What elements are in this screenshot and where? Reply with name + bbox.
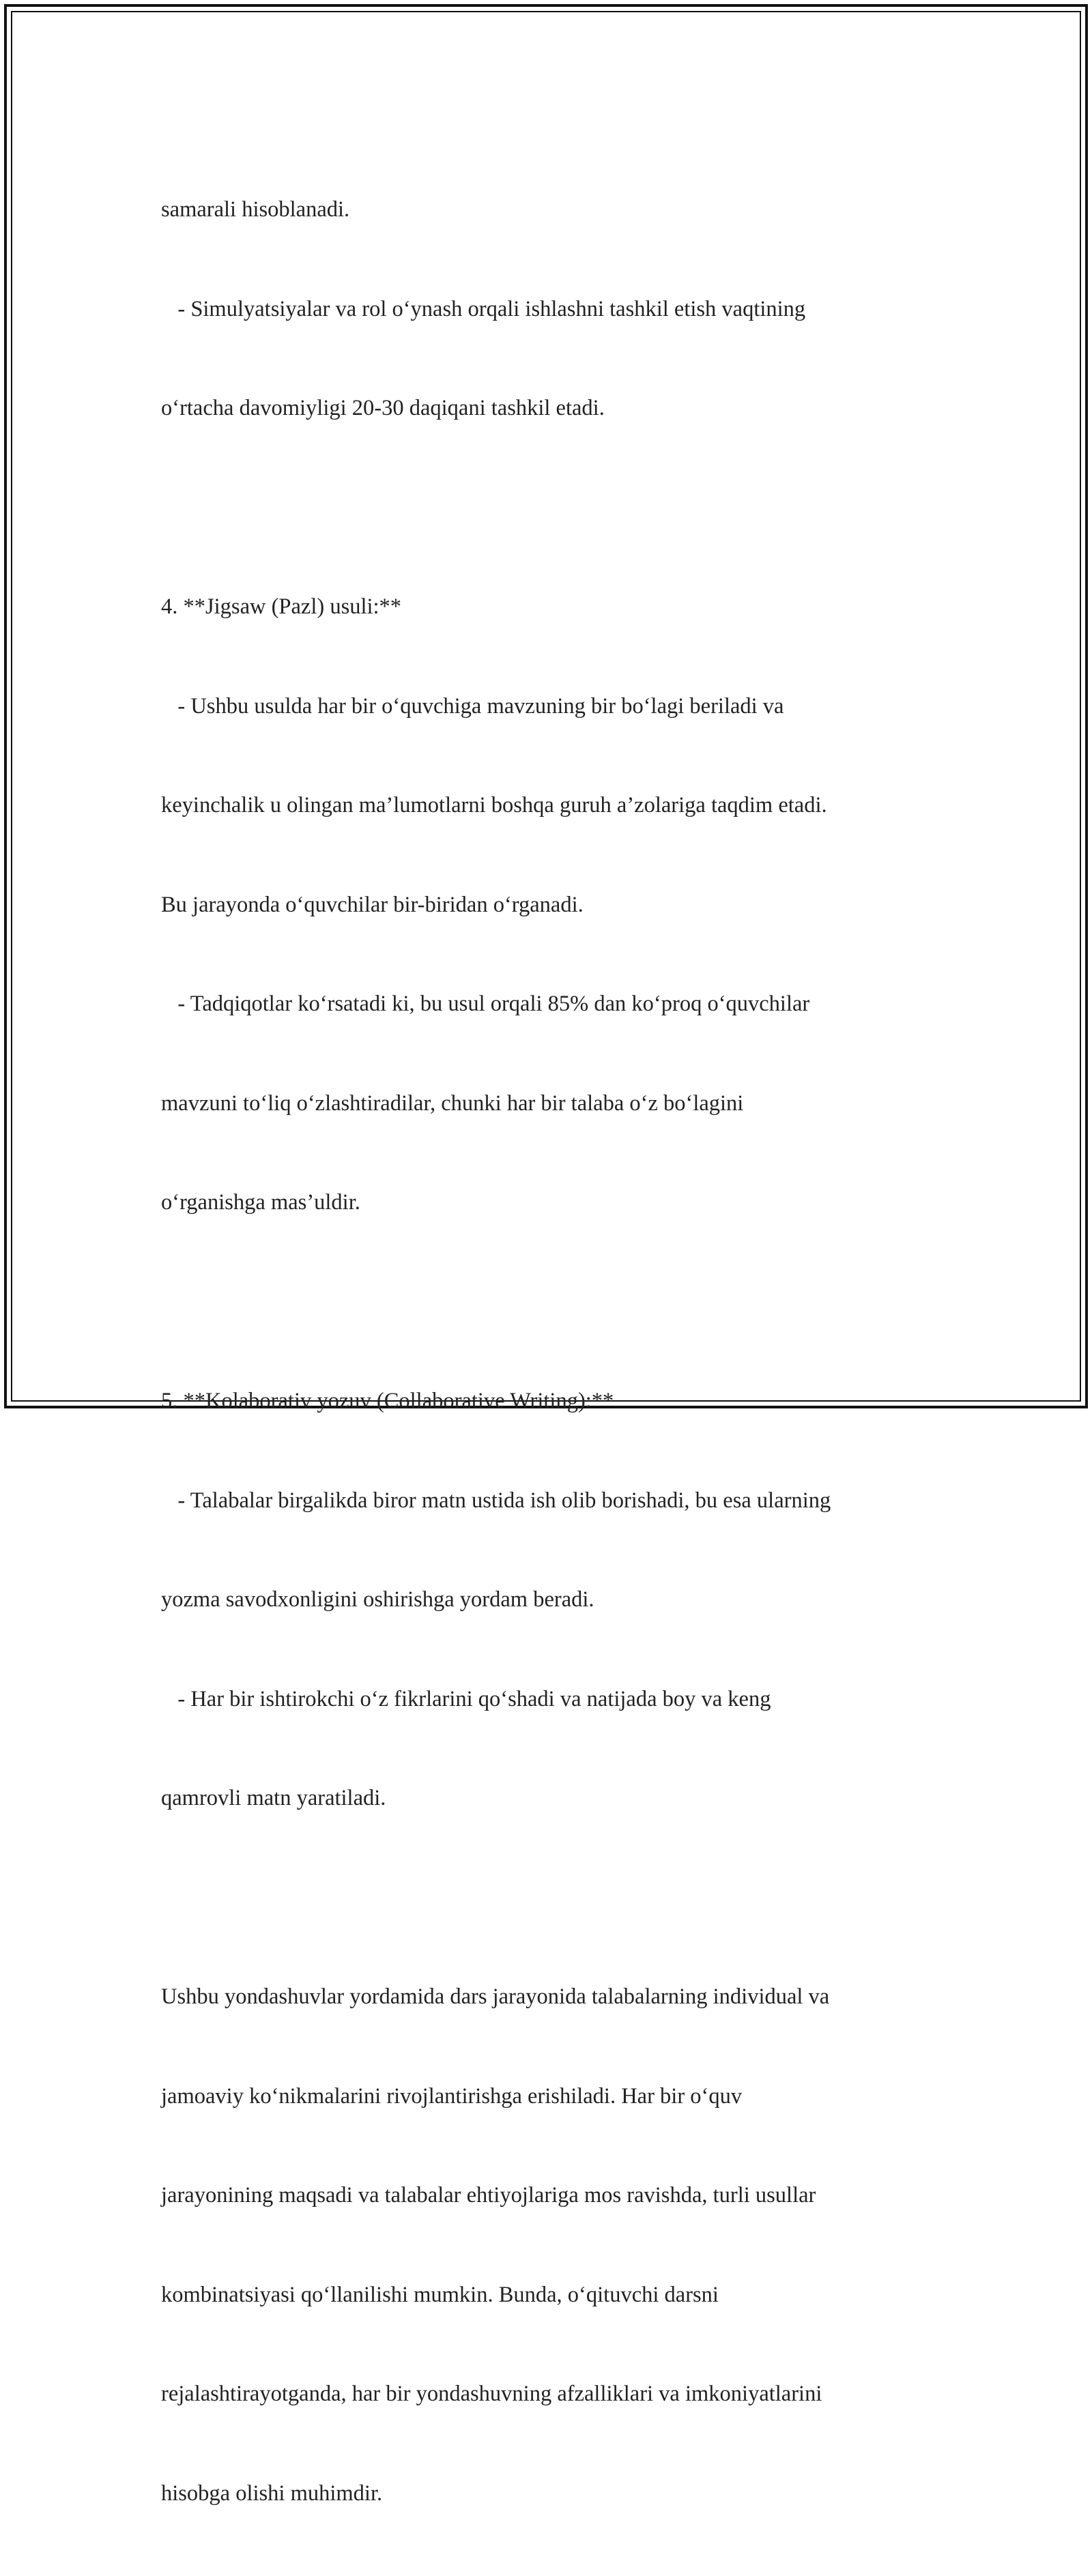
text-line: Ushbu yondashuvlar yordamida dars jarayonida talabalarning individual va (161, 1984, 830, 2009)
text-line: jamoaviy ko‘nikmalarini rivojlantirishga erishiladi. Har bir o‘quv (161, 2083, 743, 2109)
text-line: - Ushbu usulda har bir o‘quvchiga mavzuning bir bo‘lagi beriladi va (161, 693, 784, 719)
text-line: Bu jarayonda o‘quvchilar bir-biridan o‘rganadi. (161, 892, 584, 917)
text-line: kombinatsiyasi qo‘llanilishi mumkin. Bunda, o‘qituvchi darsni (161, 2282, 719, 2307)
section-heading: 5. **Kolaborativ yozuv (Collaborative Writing):** (161, 1389, 614, 1413)
section-heading: 4. **Jigsaw (Pazl) usuli:** (161, 594, 402, 619)
text-line: o‘rtacha davomiyligi 20-30 daqiqani tashkil etadi. (161, 396, 605, 420)
text-line: keyinchalik u olingan ma’lumotlarni boshqa guruh a’zolariga taqdim etadi. (161, 793, 827, 817)
text-line: rejalashtirayotganda, har bir yondashuvning afzalliklari va imkoniyatlarini (161, 2382, 822, 2406)
blank-line (161, 1286, 932, 1319)
text-line: o‘rganishga mas’uldir. (161, 1190, 360, 1215)
text-line: hisobga olishi muhimdir. (161, 2480, 383, 2506)
text-line: - Har bir ishtirokchi o‘z fikrlarini qo‘shadi va natijada boy va keng (161, 1686, 771, 1711)
blank-line (161, 491, 932, 525)
text-line: - Talabalar birgalikda biror matn ustida ish olib borishadi, bu esa ularning (161, 1488, 831, 1513)
text-line: yozma savodxonligini oshirishga yordam beradi. (161, 1587, 594, 1612)
text-line: qamrovli matn yaratiladi. (161, 1786, 386, 1810)
blank-line (161, 1881, 932, 1915)
text-line: samarali hisoblanadi. (161, 197, 350, 222)
text-line: - Tadqiqotlar ko‘rsatadi ki, bu usul orqali 85% dan ko‘proq o‘quvchilar (161, 992, 810, 1016)
text-line: mavzuni to‘liq o‘zlashtiradilar, chunki har bir talaba o‘z bo‘lagini (161, 1090, 744, 1116)
text-line: - Simulyatsiyalar va rol o‘ynash orqali ishlashni tashkil etish vaqtining (161, 296, 806, 321)
text-line: jarayonining maqsadi va talabalar ehtiyojlariga mos ravishda, turli usullar (161, 2183, 816, 2208)
document-body (161, 127, 932, 2576)
